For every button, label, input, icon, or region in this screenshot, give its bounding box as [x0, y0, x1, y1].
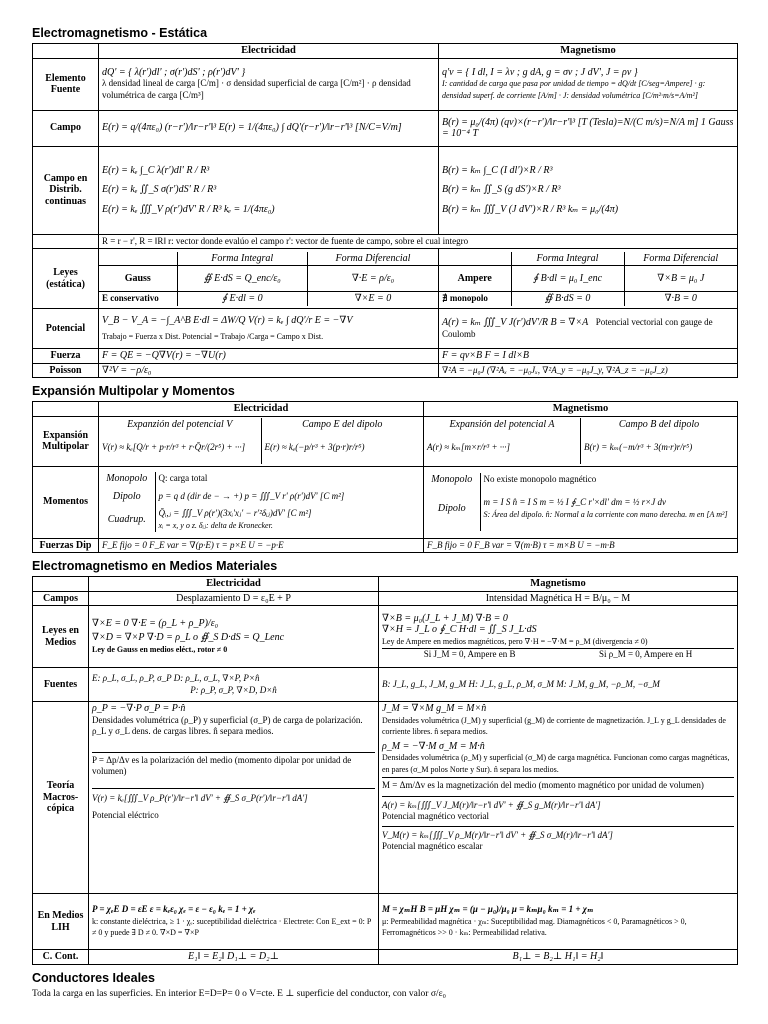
exp-pot-v: V(r) ≈ kₑ[Q/r + p·r/r³ + r·Q̄r/(2r⁵) + ···] [99, 432, 261, 464]
expansion-mag [424, 416, 738, 466]
corner-cell [33, 44, 99, 59]
momentos-mag-grid [424, 473, 737, 531]
campo-elec: E(r) = q/(4πε₀) (r−r')/‖r−r'‖³ E(r) = 1/(4πε₀) ∫ dQ'(r−r')/‖r−r'‖³ [N/C=V/m] [99, 110, 439, 146]
lih-elec: P = χₑE D = εE ε = kₑε₀ χₑ = ε − ε₀ kₑ = 1 + χₑ k: constante dieléctrica, ≥ 1 · χₑ: suceptibilidad dieléctrica · Electrete: Con E_ext = 0: P ≠ 0 y puede ∃ D ≠ 0. ∇×D = ∇×P [89, 894, 379, 950]
header-magnetismo-2: Magnetismo [424, 402, 738, 417]
exp-pot-a-head: Expansión del potencial A [424, 418, 581, 432]
expansion-elec-grid [99, 418, 423, 464]
gauss-label: Gauss [99, 266, 177, 292]
forma-integral-e: Forma Integral [177, 252, 308, 266]
corner-cell-3 [33, 577, 89, 592]
dipolo-e: p = q d (dir de − → +) p = ∭_V r' ρ(r')dV' [C m²] [158, 490, 345, 501]
exp-campo-b: B(r) = kₘ(−m/r³ + 3(m·r)r/r⁵) [584, 442, 693, 452]
cont-elec: E₁‖ = E₂‖ D₁⊥ = D₂⊥ [89, 950, 379, 965]
expansion-elec [99, 416, 424, 466]
fuerzas-dip-elec: F_E fijo = 0 F_E var = ∇(p·E) τ = p×E U = −p·E [99, 538, 424, 553]
header-electricidad: Electricidad [99, 44, 439, 59]
section-title-statics: Electromagnetismo - Estática [32, 26, 208, 40]
econs-label: E conservativo [99, 292, 177, 306]
forma-integral-m: Forma Integral [511, 252, 624, 266]
fuente-mag: q'v = { I dl, I = λv ; g dA, g = σv ; J dV', J = ρv } I: cantidad de carga que pasa por unidad de tiempo = dQ/dt [C/seg=Ampere] · g: densidad superf. de corriente [A/m] · J: densidad volumétrica [C/m²·m/s=A/m²] [439, 58, 738, 110]
row-head-fuente: Elemento Fuente [33, 58, 99, 110]
corner-cell-2 [33, 402, 99, 417]
monopolo-e-label: Monopolo [99, 472, 155, 486]
row-head-poisson: Poisson [33, 363, 99, 378]
teoria-elec: ρ_P = −∇·P σ_P = P·n̂ Densidades volumétrica (ρ_P) y superficial (σ_P) de carga de polarización. ρ_L y σ_L dens. de cargas libres. n̂ separa medios. P = Δp/Δv es la polarización del medio (momento dipolar por unidad de volumen) V(r) = kₑ[∭_V ρ_P(r')/‖r−r'‖ dV' + ∯_S σ_P(r')/‖r−r'‖ dA'] Potencial eléctrico [89, 702, 379, 894]
row-head-potencial: Potencial [33, 309, 99, 349]
section-title-conductores: Conductores Ideales [32, 970, 155, 985]
potencial-mag: A(r) = kₘ ∭_V J(r')dV'/R B = ∇×A Potencial vectorial con gauge de Coulomb [439, 309, 738, 349]
monopolo-label: ∄ monopolo [439, 292, 511, 306]
gauss-integral: ∯ E·dS = Q_enc/ε₀ [177, 266, 308, 292]
multipolar-table [32, 401, 738, 553]
forma-diferencial-m: Forma Diferencial [624, 252, 737, 266]
statics-table [32, 43, 738, 378]
expansion-mag-grid [424, 418, 737, 464]
dipolo-m-label: Dipolo [424, 487, 480, 531]
momentos-elec-grid [99, 472, 423, 533]
teoria-mag: J_M = ∇×M g_M = M×n̂ Densidades volumétrica (J_M) y superficial (g_M) de corriente de magnetización. J_L y g_L densidades de corriente libres. n̂ separa medios. ρ_M = −∇·M σ_M = M·n̂ Densidades volumétrica (ρ_M) y superficial (σ_M) de carga magnética. Funcionan como cargas magnéticas, en pares (σ_M polos Norte y Sur). n̂ separa los medios. M = Δm/Δv es la magnetización del medio (momento magnético por unidad de volumen) A(r) = kₘ[∭_V J_M(r)/‖r−r'‖ dV' + ∯_S g_M(r)/‖r−r'‖ dA'] Potencial magnético vectorial V_M(r) = kₘ[∭_V ρ_M(r)/‖r−r'‖ dV' + ∯_S σ_M(r)/‖r−r'‖ dA'] Potencial magnético escalar [379, 702, 738, 894]
row-head-fuerza: Fuerza [33, 349, 99, 364]
section-title-medios: Electromagnetismo en Medios Materiales [32, 559, 278, 573]
econs-integral: ∮ E·dl = 0 [177, 292, 308, 306]
row-head-expansion: Expansión Multipolar [33, 416, 99, 466]
section-title-multipolar: Expansión Multipolar y Momentos [32, 384, 235, 398]
fuerza-mag: F = qv×B F = I dl×B [439, 349, 738, 364]
monopolo-m: No existe monopolo magnético [483, 474, 597, 485]
ampere-diferencial: ∇×B = μ₀ J [624, 266, 737, 292]
row-head-fuentes: Fuentes [33, 668, 89, 702]
row-head-fuerzas-dip: Fuerzas Dip [33, 538, 99, 553]
row-head-lih: En Medios LIH [33, 894, 89, 950]
header-magnetismo-3: Magnetismo [379, 577, 738, 592]
monopolo-e: Q: carga total [158, 472, 208, 483]
momentos-elec [99, 466, 424, 538]
row-head-continuas: Campo en Distrib. continuas [33, 146, 99, 234]
cuadrupolo-e: Q̄ᵢ,ⱼ = ∭_V ρ(r')(3xᵢ'xⱼ' − r'²δᵢⱼ)dV' [C m²] xᵢ = x, y o z. δᵢⱼ: delta de Kronecker. [158, 508, 312, 530]
forma-diferencial-e: Forma Diferencial [308, 252, 439, 266]
leyes-medios-mag: ∇×B = μ₀(J_L + J_M) ∇·B = 0 ∇×H = J_L o ∮_C H·dl = ∬_S J_L·dS Ley de Ampere en medios magnéticos, pero ∇·H = −∇·M = ρ_M (divergencia ≠ 0) Si J_M = 0, Ampere en B Si ρ_M = 0, Ampere en H [379, 606, 738, 668]
monopolo-diferencial: ∇·B = 0 [624, 292, 737, 306]
exp-campo-e-head: Campo E del dipolo [302, 419, 383, 431]
leyes-elec-grid [99, 252, 438, 306]
exp-pot-a: A(r) ≈ kₘ[m×r/r³ + ···] [424, 432, 581, 464]
row-head-campos: Campos [33, 591, 89, 606]
monopolo-integral: ∯ B·dS = 0 [511, 292, 624, 306]
ampere-integral: ∮ B·dl = μ₀ I_enc [511, 266, 624, 292]
conductores-text: Toda la carga en las superficies. En interior E=D=P= 0 o V=cte. E ⊥ superficie del conductor, con valor σ/ε₀ [32, 988, 446, 999]
monopolo-m-label: Monopolo [424, 473, 480, 487]
dipolo-m: m = I S n̂ = I S m = ½ I ∮_C r'×dl' dm = ½ r×J dv S: Área del dipolo. n̂: Normal a la corriente con mano derecha. m en [A m²] [483, 497, 728, 519]
row-head-momentos: Momentos [33, 466, 99, 538]
leyes-mag-blank [439, 252, 511, 266]
row-head-teoria: Teoría Macros-cópica [33, 702, 89, 894]
campo-mag: B(r) = μ₀/(4π) (qv)×(r−r')/‖r−r'‖³ [T (Tesla)=N/(C m/s)=N/A m] 1 Gauss = 10⁻⁴ T [439, 110, 738, 146]
poisson-elec: ∇²V = −ρ/ε₀ [99, 363, 439, 378]
dipolo-e-label: Dipolo [99, 485, 155, 507]
cont-mag: B₁⊥ = B₂⊥ H₁‖ = H₂‖ [379, 950, 738, 965]
fuentes-mag: B: J_L, g_L, J_M, g_M H: J_L, g_L, ρ_M, σ_M M: J_M, g_M, −ρ_M, −σ_M [379, 668, 738, 702]
poisson-mag: ∇²A = −μ₀J (∇²Aₓ = −μ₀Jₓ, ∇²A_y = −μ₀J_y, ∇²A_z = −μ₀J_z) [439, 363, 738, 378]
note-blank [33, 234, 99, 249]
leyes-elec [99, 249, 439, 309]
ampere-label: Ampere [439, 266, 511, 292]
leyes-elec-blank [99, 252, 177, 266]
campos-mag: Intensidad Magnética H = B/μ₀ − M [379, 591, 738, 606]
continuas-elec: E(r) = kₑ ∫_C λ(r')dl' R / R³ E(r) = kₑ ∬_S σ(r')dS' R / R³ E(r) = kₑ ∭_V ρ(r')dV' R / R³ kₑ = 1/(4πε₀) [99, 146, 439, 234]
ampere-conditions: Si J_M = 0, Ampere en B Si ρ_M = 0, Ampere en H [382, 648, 734, 661]
row-head-cont: C. Cont. [33, 950, 89, 965]
continuas-mag: B(r) = kₘ ∫_C (I dl')×R / R³ B(r) = kₘ ∬_S (g dS')×R / R³ B(r) = kₘ ∭_V (J dV')×R / R³ kₘ = μ₀/(4π) [439, 146, 738, 234]
lih-mag: M = χₘH B = μH χₘ = (μ − μ₀)/μ₀ μ = kₘμ₀ kₘ = 1 + χₘ μ: Permeabilidad magnética · χₘ: Suceptibilidad mag. Diamagnéticos < 0, Paramagnéticos > 0, Ferromagnéticos >> 0 · kₘ: Permeabilidad relativa. [379, 894, 738, 950]
header-magnetismo: Magnetismo [439, 44, 738, 59]
momentos-mag [424, 466, 738, 538]
row-head-leyes: Leyes (estática) [33, 249, 99, 309]
header-electricidad-3: Electricidad [89, 577, 379, 592]
econs-diferencial: ∇×E = 0 [308, 292, 439, 306]
exp-pot-v-head: Expanzión del potencial V [99, 418, 261, 432]
header-electricidad-2: Electricidad [99, 402, 424, 417]
row-head-leyes-medios: Leyes en Medios [33, 606, 89, 668]
campos-elec: Desplazamiento D = ε₀E + P [89, 591, 379, 606]
medios-table [32, 576, 738, 965]
fuerza-elec: F = QE = −Q∇V(r) = −∇U(r) [99, 349, 439, 364]
row-head-campo: Campo [33, 110, 99, 146]
exp-campo-e: E(r) ≈ kₑ(−p/r³ + 3(p·r)r/r⁵) [264, 442, 365, 452]
cuadrupolo-label: Cuadrup. [99, 507, 155, 532]
leyes-mag-grid [439, 252, 737, 306]
exp-campo-b-head: Campo B del dipolo [618, 419, 700, 431]
leyes-medios-elec: ∇×E = 0 ∇·E = (ρ_L + ρ_P)/ε₀ ∇×D = ∇×P ∇·D = ρ_L o ∯_S D·dS = Q_Lenc Ley de Gauss en medios eléct., rotor ≠ 0 [89, 606, 379, 668]
fuente-elec: dQ' = { λ(r')dl' ; σ(r')dS' ; ρ(r')dV' } λ densidad lineal de carga [C/m] · σ densidad superficial de carga [C/m²] · ρ densidad volumétrica de carga [C/m³] [99, 58, 439, 110]
leyes-mag [439, 249, 738, 309]
potencial-elec: V_B − V_A = −∫_A^B E·dl = ΔW/Q V(r) = kₑ ∫ dQ'/r E = −∇V Trabajo = Fuerza x Dist. Potencial = Trabajo /Carga = Campo x Dist. [99, 309, 439, 349]
gauss-diferencial: ∇·E = ρ/ε₀ [308, 266, 439, 292]
continuas-note: R = r − r', R = ‖R‖ r: vector donde evalúo el campo r': vector de fuente de campo, sobre el cual integro [99, 234, 738, 249]
fuentes-elec: E: ρ_L, σ_L, ρ_P, σ_P D: ρ_L, σ_L, ∇×P, P×n̂ P: ρ_P, σ_P, ∇×D, D×n̂ [89, 668, 379, 702]
fuerzas-dip-mag: F_B fijo = 0 F_B var = ∇(m·B) τ = m×B U = −m·B [424, 538, 738, 553]
